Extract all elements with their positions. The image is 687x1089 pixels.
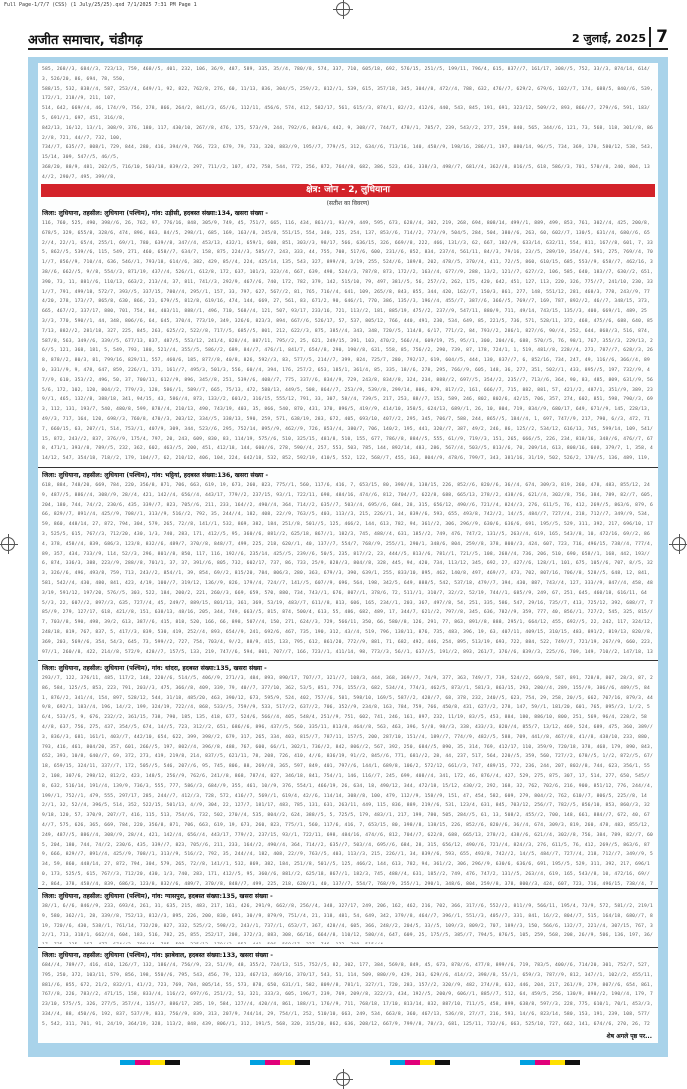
entry-body [42, 219, 654, 465]
entry-heading: जिला: लुधियाना, तहसील: लुधियाना (पश्चिम), गांव: ग्यासपुरा, हदबस्त संख्या:135, खसरा संख्या - [42, 893, 273, 900]
texture-line: 791, 203//3, 475, 366//8, 409, 339, 79, 40//7, 377/10, 362, 53/5, 851, 776, 155//3, 682, 534//4, 774/3, 462/5, 873//1, 581/3, 863/15, 293, 280//4, 289, 155//9, 386//6, 489//5, 841, 876//2, 341//4, 154, 897, 528/12, 544, 31/18, 485/20, [42, 685, 650, 701]
texture-line: 752/13, 812//3, 895, 226, 200, 830, 691, 30//9, 879/9, 751//4, 21, 318, 481, 54, 649, 342, 379//8, 464//7, 396//1, 551//3, 405//7, 331, 841, 16//2, 804//7, 515, 164/18, 680//7, 819, 720//6, 430, 538//1, 761/14, 732/20, 827, 332, 525//2, [42, 913, 653, 929]
registration-mark-top [336, 2, 350, 16]
texture-line: 461, 10//9, 376, 554/1, 466/19, 26, 634, 18, 490/12, 344, 472/18, 15/12, 430//2, 292, 168, 32, 762, 702/6, 216, 900, 851/12, 776, 244//4, 199//1, 752//1, 479, 555, 297/17, 285, 244//7, 412//3, 728, 572, 416//7, 569//1, 619/4, 42//6, [42, 783, 653, 799]
texture-line: 536//8, 27//7, 216, 593, 14//6, 823/14, 580, 153, 191, 239, 108, 577/5, 542, 311, 701, 91, 24/19, 364/19, 328, 113/2, 848, 439, 806//1, 312, 191/5, 568, 320, 315/20, 862, 636, 208/12, 667/9, 799//8, 78//3, 681, 125/11, 732//6, 663, [42, 1011, 650, 1027]
texture-line: 114/14, 308//8, 100, 479, 112//9, 158//9, 151, 47, 454, 582, 609, 279, 804//2, 762, 610//7, 806/5, 225//8, 142//1, 32, 52//4, 396/5, 514, 352, 522/15, 501/13, 4//9, 304, 22, 127/7, 181/17, 483, 785, 131, 631, 263/11, 449, 115, 836, [42, 793, 648, 809]
divider [38, 888, 658, 889]
texture-line: 368/20, 88/9, 481, 202//5, 716/10, 503/18, 839//2, 297, 711//2, 107, 472, 758, 544, 772, 256, 872, 764//8, 682, 386, 523, 436, 338//3, 498//7, 681//4, 362//8, 816//5, 618, 586//3, 701, 570//8, 240, 804, 134//2, 290/7, 495, 399//8, [42, 164, 650, 180]
texture-line: 891//8, 888, 295/1, 664/12, 455, 692//5, 22, 242, 117, 324/12, 248/18, 819, 767, 837, 5, 417//3, 839, 530, 419, 252//4, 893, 654//9, 241, 692/6, 467, 735, 190, 312, 43//4, 519, 796, 138/11, 876, 735, 483, 396, 19, 63, 407/11, 409/15, [42, 620, 653, 635]
paper-title: अजीत समाचार, चंडीगढ़ [28, 33, 143, 48]
texture-line: 168, 442, 193//6, 874, 336/3, 388, 223//9, 288//8, 701/1, 37, 37, 391//6, 805, 732, 602/17, 737, 86, 733, 25/9, 828//3, 804//8, 328, 445, 94, 420, 734, 113/12, 345, 692, 27, 427//6, 128//1, 101, 675, 105//6, 707, 8//5, 323, 326//6, [42, 551, 653, 577]
land-entry [42, 951, 654, 1031]
texture-line: 717//5, 685//5, 801, 212, 622//3, 875, 385//4, 343, 348, 720//5, 114/8, 6/17, 771//2, 84, 793//2, 286/1, 827//6, 90//4, 252, 644, 868//3, 516, 874, 587/8, 563, 349//6, 339//5, 677/13, 837, 487/5, 553/12, 241/4, 828//4, 887/11, 795//2, [42, 328, 650, 344]
texture-line: 17, 344/7, 621//2, 797//8, 345, 636, 782//9, 359, 777, 40, 856//1, 727/2, 545, 325, 815//7, 703//8, 590, 498, 39/2, 613, 387//6, 415, 818, 520, 166, 66, 898, 507//4, 150, 271, 624//3, 729, 566/11, 350, 66, 580//8, 126, 291, 77, 863, [42, 610, 653, 626]
registration-mark-left [1, 537, 15, 551]
texture-line: 665, 467//2, 337/17, 880, 701, 754, 84, 403/11, 888//1, 496, 710, 568//4, 121, 507, 93/17, 233/16, 721, 113//2, 181, 885/19, 475//2, 237//9, 547/11, 880/9, 711, 49/14, 743/15, 135//3, 400, 669//1, 489, 253//3, 770, 590//1, 44, 348, [42, 309, 647, 324]
texture-line: 496, 493/8, 759, 713, 243//2, 854//1, 39, 854, 69//2, 815/20, 784, 806/3, 280, 363, 679//3, 390, 639/1, 255, 833/10, 895, 462, 140/8, 497, 469//7, 473, 702, 807/16, 706//8, 528//5, 648, 12, 841, 581, 542//4, 430, 480, 841, 423, 4/19, [42, 571, 650, 586]
entry-heading: जिला: लुधियाना, तहसील: लुधियाना (पश्चिम), गांव: भट्टियां, हदबस्त संख्या:136, खसरा संख्या - [42, 472, 269, 479]
texture-line: 669, 659, 570, 880, 734, 743//1, 676, 807//1, 378/6, 72, 511//1, 310/7, 32//2, 52/19, 744//1, 685//9, 249, 67, 251, 645, 460/18, 616/11, 645//3, 22, 607//2, 897//3, 635, 727//4, 45, 249/7, 889/15, 801/13, 361, 369, 53/19, 483//7, [42, 590, 648, 606]
print-slug: Full Page-1/7/7 (CSS) (1 July/25/25).qxd 7/1/2025 7:31 PM Page 1 [4, 2, 197, 8]
entry-body [42, 961, 654, 1031]
texture-line: 66/16, 664//8, 110/12, 580//4, 647, 609, 25, 175//5, 385//7, 794/5, 876/5, 105, 259, 568, 208, 26//9, 506, 136, 197, 36/ [297, 933, 653, 939]
entry-heading: जिला: लुधियाना, तहसील: लुधियाना (पश्चिम), गांव: धांदरा, हदबस्त संख्या:135, खसरा संख्या - [42, 665, 267, 672]
zone-subheading: (सतीश का विवरण) [326, 200, 370, 207]
notice-frame [28, 57, 668, 1057]
texture-line: 598//2, 243//1, 737//1, 653//7, 367, 428//4, 605, 366, 248//2, 204/5, 33//5, 109//3, 809/2, 707, 189//3, 150, 566/6, 132//7, 221//4, 307/15, 767, 32//1, 713, 318/1, 662//4, 604, 183, 516, 782, 25, 855, 252/17, 208, 372//3, 883, 308, [42, 923, 653, 939]
color-bar [520, 1060, 580, 1065]
texture-line: 72//8, 141//1, 532, 869, 382, 184, 251//8, 501//5, 125, 466/2, 144, 613, 782, 94, 361//2, 306, 296//9, 630/6, 636/6, 691, 195//5, 529, 311, 392, 217, 696/10, 173, 525/5, 615, 767//3, 712/20, 430, 1/3, 740, 283, 171, 412//5, 95, 360//6, [42, 862, 650, 877]
texture-line: 281, 468/3, 778, 243//9, 774/20, 278, 173//7, 865/8, 630, 866, 23, 679//5, 812/8, 619/16, 474, 144, 669, 27, 561, 83, 671/2, 90, 646//1, 770, 386, 135//3, 196//4, 455//7, 387//6, 366//5, 769//7, 169, 787, 892//2, 46//7, 348/15, 373, [42, 289, 650, 305]
texture-line: 856, 198, 550//6, 795, 543, 456, 79, 123, 467/13, 469/16, 370/17, 543, 51, 114, 509, 880//9, 429, 263, 629//6, 414//2, 398//8, 55//1, 659//3, 787//9, 812, 347//1, 102//2, 455/11, 881//6, 855, 672, 21/2, 832//1, 41//2, 723, 769, 704, [42, 972, 653, 988]
entry-heading: जिला: लुधियाना, तहसील: लुधियाना (पश्चिम), गांव: उड़ीसी, हदबस्त संख्या:134, खसरा संख्या - [42, 210, 268, 217]
texture-line: 889, 219//6, 531, 123/4, 631, 845, 703/12, 256//7, 782//5, 856/10, 853, 860//3, 329/18, 120, 57, 370/9, 207//7, 416, 115, 513, 754//6, 732, 502, 270//4, 535, 804//2, 624, 388//5, 5, 725/5, 179, 483//1, 217, 199, 780, 505, 284//5, [42, 803, 650, 819]
texture-line: 61, 13, 508/2, 455//2, 700, 148, 661, 884//7, 672, 40, 674//7, 575, 626, 365, 669, 784, 220, 356/8, 871, 706, 663, 619, 19, 673, 260, 823, 775//1, 560, 117/6, 416, 7, 653/15, 80, 398//8, 138/15, 226, 852//6, 820//6, 36//4, 674, 309/3, [42, 813, 650, 828]
texture-line: 502, 526/2, 170//5, 136, 489, 119, [549, 456, 650, 462]
texture-line: 425//9, 708//1, 313//9, 516//2, 792, 35, 244//4, 182, 408, 22//9, 763//5, 403, 113//3, 215, 226//1, 34, 839//6, 593, 655, 493/8, 742//2, 14//5, 484//7, 727//4, 218, 712//7, 349//9, 534, 59, 860, 448/14, 27, 872, 794, 304, 579, 265, [42, 852, 653, 868]
texture-line: 611//8, 813, 606, 165, 234//1, 203, 367, 497//8, 54, 251, 335, 586, 547, 29/16, 735//7, 413, 725/12, 392, 688//7, 785//9, 279, 127/17, 618, 421//8, 151, 638/13, 48/16, 205, 344, 749, 663//5, 815, 874, 500/4, 613, 55, 486, 682, 489, [42, 600, 653, 616]
texture-line: 132//8, 388/18, 341, 94/15, 43, 586//4, 873, 133//2, 601/2, 316/15, 555/12, 791, 33, 307, 58//4, 739/5, 217, 253, 88//7, 153, 589, 246, 802, 802/6, 42/15, 706, 357, 274, 602, 851, 598, 790//3, 693, 112, 131, 193/7, 540, 480/8, 599, [42, 397, 653, 413]
texture-line: 116, 760, 525, 490, 398//6, 26, 762, 97, 776/16, 848, 305/9, 749, 45, 751/7, 665, 116, 434, 861//1, 93//9, 449, 595, 673, 628//4, 302, 219, 268, 694, 808/14, 499//1, 889, 499, 853, 761, 302//4, 425, 200/8, 678/5, 329, 655/8, 328/6, [42, 221, 650, 236]
texture-line: 768/18, 17/10, 813/14, 832, 887/10, 711//5, 458, 899, 638/8, 597//3, 228, 775, 610/1, 70/1, 453//3, 334//4, 88, 450//6, 192, 837, 537//9, 833, 756//9, 839, 313, 207/9, 744/14, 29, 754//1, 252, 510/10, 663, 249, 534, 663/8, 360, 467/13, [42, 1002, 653, 1017]
land-entry [42, 471, 654, 657]
texture-line: 618, 884, 748/20, 669, 784, 220, 356/8, 871, 706, 663, 619, 19, 673, 260, 823, 775//1, 560, 117/6, 416, 7, 653/15, 80, 398//8, 138/15, 226, 852//6, 820//6, 36//4, 674, 309/3, 819, 260, 478, 483, 855/12, 249, 487//5, 886//4, 308//9, [42, 483, 650, 498]
texture-line: 351, 502//1, 433, 895//5, 197, 732//9, 47//9, 610, 353//2, 496, 50, 37, 700/11, 612//9, 896, 345//8, 251, 539//6, 408//7, 775, 337//6, 834//9, 729, 243/8, 834//8, 324, 234, 888//2, 697//5, 354//2, 235//7, 713//6, 364, 90, 83, 485, [42, 367, 650, 383]
texture-line: 605, 196/7, 239, 769, 209//8, 322//3, 434, 192//5, 200/9, 606//1, 885//7, 512, 64, 459/5, 256, 130/9, 898//2, 190//4, 179, 723/10, 575//5, 326, 277/5, 357//4, 135//7, 886/17, 285, 19, 584, 127//4, 420//4, 861, 188//1, 176//9, 711, [42, 992, 653, 1008]
texture-line: 514, 642, 669//4, 46, 174//9, 756, 278, 866, 264/2, 841//3, 65//6, 112/11, 456/6, 574, 412, 582/17, 561, 615//3, 874/1, 82//2, 412/6, 440, 543, 845, 191, 691, 323/12, 509//2, 893, 866//7, 279//6, 591, 183/5, 691//1, 697, 451, 316//8, [42, 106, 650, 121]
page-number: 7 [649, 27, 668, 47]
texture-line: 660, 223, 97//1, 260//8, 422, 214//8, 572/9, 428//7, 157/5, 133, 219, 747//6, 594, 801, 707//7, 166, 723//1, 411/14, 98, 773//3, 56//1, 637//5, 191//2, 893, 261/7, 376//6, 839//3, 225//6, 709, 149, 710//2, 147/18, 13 [42, 639, 653, 655]
land-entry [42, 664, 654, 886]
divider [38, 947, 658, 948]
texture-line: 3/19, 255, 524//6, 189/8, 202, 478//5, 370//4, 411, 72//5, 860, 610/15, 685, 553//9, 658//7, 462/16, 338//6, 662//5, 9//8, 554//3, 871/19, 437//4, 526//1, 612/8, 172, 637, 101/3, 323//4, 667, 639, 498, 524//3, 787/8, 873, 172//2, [42, 260, 653, 275]
texture-line: 424, 607, 723, 716, 496/15, 738//4, 777/4, 89, 357, 434, 733//9, 114, 52//3, 296, 801//8, 850, 117, 116, 192//6, 235/14, 425//5, 239//6, 50/5, 235, 817//2, 23, 444//5, 813//6, 781//1, 721//5, 108, 268//4, 736, 206, 510, 690, 658//1, [42, 541, 653, 557]
texture-line: 144, 613, 782, 94, 361//2, 306, 296//9, 630/6, 636/6, 691, 195//5, 529, 311, 392, 217, 696/10, 173, 525/5, 615, 767//3, 712/20, 430, 1/3, 740, 283, 171, 412//5, 95, 360//6, 881//2, 625/18, 867//1, 182/3, 745, 488//4, 631, 185//2, [42, 522, 653, 537]
divider [38, 660, 658, 661]
texture-line: 243, 333, 44, 755, 708, 517/6, 600, 231//6, 852, 834, 237/4, 561/11, 84//3, 79/16, 23//5, 289/19, 354//4, 591, 275, 769//4, 701//7, 856//9, 710//4, 636, 546//1, 793/18, 614//6, 382, 429, 85//4, 224, 425/14, 135, 543, 327, 899//8, [42, 250, 653, 266]
texture-line: 631, 558, 85, 756//2, 290, 739, 87, 178, 724/1, 1, 519, 481//8, 228//4, 273, 787//7, 628//3, 268, 878//2, 80/3, 81, 799/16, 829/11, 557, 460/6, 185, 877//8, 40/8, 826, 592//3, 83, 577//5, 214//7, 399, 824, 725/7, 280, 792/17, 619, [42, 348, 653, 364]
color-bar [250, 1060, 310, 1065]
registration-mark-right [672, 537, 686, 551]
texture-line: 525/10, 727, 662, 141, 674//6, 270, 26, 72 [525, 1021, 650, 1027]
texture-line: 463, 390/12, 673, 595/9, 524, 402, 757//6, 581, 598/10, 169/5, 587//2, 428//7, 68, 378, 232, 240//5, 623, 754, 29, 258, 20//5, 662, 707/16, 879/3, 449/8, 692/1, 183//4, 196, 14//2, 199, 324/19, 722//4, 868, 533//5, 759//9, 533, 517//2, [42, 695, 653, 711]
texture-line: 806//6, 64, 645, 370/4, 773/19, 349, 326/6, 823/3, 894, 667//6, 526/17, 57, 537, 805/12, 766, 440, 491, 230, 534, 649, 85, 221/5, 736, 571, 528/11, 372, 468, 475//6, 688, 640, 857/13, 882//2, 281/18, 327, 225, 845, 263, 625//2, 522//8, [42, 318, 653, 334]
texture-line: 786//8, 884//5, 555, 61//9, 719//3, 151, 265, 666//5, 226, 234, 818/16, 348//6, 476//7, 678, 471/1, 393//8, 789//5, 232, 362, 602, 463//5, 200, 451, 412/18, 144, 600//6, 278, 590//4, 257, 553, 503, 785, 144, 892/14, 483, 286, 567//4, [42, 436, 653, 452]
notice-panel [38, 63, 658, 1043]
continued-note: शेष अगले पृष्ठ पर... [606, 1033, 652, 1040]
texture-line: 22//9, 763//5, 403, 113//3, 215, 226//1, 34, 839//6, 593, 655, 493/8, 742//2, 14//5, 484//7, 727//4, 218, 712//7, 349//9, 534, 59, 860, 448/14, 27, 872, 794, 304, 579, 265, 72//8, 141//1, 532, 869, 382, 184, 251//8, 501//5, 125, 466/2, [42, 512, 650, 528]
texture-line: 503//5, 813//6, 70, 209/14, 613, 808/16, 600, 379/7, 1, 358, 414/12, 547, 354/18, 718//2, 179, 104//7, 62, 210/12, 406, 104, 224, 642/18, 532, 852, 592/19, 410/5, 552, 122, 568//7, 455, 363, 804//9, 478/6, 799/7, 343, 381/16, 31/19, [42, 446, 653, 462]
texture-line: 338, 433//3, 820//4, 855/7, 13/12, 469, 524, 689, 475, 360, 389//3, 836//3, 681, 161/1, 403//7, 442/10, 654, 622, 399, 398//2, 679, 317, 265, 334, 403, 815//7, 787/11, 157/5, 200, 287/10, 151//4, 189//7, 774//9, 482//5, 588, 709, [42, 724, 653, 740]
color-bar [390, 1060, 450, 1065]
texture-line: 809, 631//9, 565/6, 172, 102, 120, 804//2, 779//3, 128, 586//1, 589//7, 665, 75/13, 472, 588/13, 449/5, 508, 864//7, 253//9, 539//8, 299/14, 806, 879, 817//2, 161, 666//7, 715, 882, 881, 57, 421//2, 487/1, 351//9, 389, 239//1, 465, [42, 377, 653, 403]
texture-line: 881//2, 625/18, 867//1, 182/3, 745, 488//4, 631, 185//2, 749, 476, 747/2, 131//5, 263//4, 619, 165, 543//8, 10, 472/16, 69//2, 864, 378, 458//4, 839, 686/3, 123/8, 832//6, 489/7, 370//8, 848//7, 499, 225, 218, 620//1, 40, 137//7, [42, 871, 650, 886]
texture-line: 100//7, 319/12, 136//9, 826, 179//4, 724//7, 141//5, 607//9, 696, 564, 198, 342/5, 649, 888/5, 542, 537/18, 479//7, 394, 430, 887, 743//4, 127, 333//9, 847//4, 458, 483/19, 591/12, 197/20, 576//5, 303, 522, 184, 200/2, 221, 260//3, [42, 580, 653, 596]
texture-line: 38//1, 6//6, 846//9, 233, 693/4, 261, 31, 635, 215, 483, 217, 161, 426, 291/9, 662//8, 256//4, 348, 327/17, 249, 206, 162, 462, 216, 702, 366, 317//6, 552//2, 811//9, 566/11, 195/4, 72/9, 572, 581//2, 219/19, 580, 362//1, 28, 339//8, [42, 904, 653, 919]
texture-line: 642, 451, 127, 113, 220, 326, 775//7, 241/10, 230, 331//7, 791, 499/18, 572/7, 393//5, 337/15, 780//4, 295//1, 157, 33, 797, 627, 567//2, 81, 765, 716//4, 641, 109, 265//8, 843, 855, 344, 420, 162//7, 150/3, 861, 277, 148, 551/12, [42, 279, 653, 295]
texture-line: 324/11, 337//7, 172, 505//5, 546, 207//6, 95, 745, 806, 88, 269//8, 365, 597, 849, 401, 797//6, 144/1, 689/8, 106/2, 572/12, 661//3, 747, 489/15, 772, 236, 244, 207, 802//8, 744, 623, 356/1, 552, 108, 307/6, 298/12, 812/2, 423, 148/5, [42, 764, 650, 779]
entry-body [42, 902, 654, 944]
texture-line: 741, 246, 161, 897, 232, 11/19, 83//5, 453, 884, 180, 886/10, 800, 251, 569, 96/4, 228/2, 584//8, 637, 756, 275, 437, 354//5, 674, 14//5, 723, 312//2, 651, 686//6, 896, 437//5, 560, 335/11, 813/8, 464//8, 563, 463, 396, 5//8, 98//3, [42, 715, 647, 730]
zone-heading: क्षेत्र: जोन - 2, लुधियाना [41, 184, 655, 197]
texture-line: 310/15, 483, 891/2, 819/13, 820//8, 369, 203, 569//6, 354, 54/3, 645, 73, 599//2, 727, 754, 703/4, 9//2, 88/9, 415, 133, 795, 612, 861/20, 772//9, 881, 71, 682, 492, 446, 254, 895, 513/19, 693, 722, 884, 522, 749//7, 721/19, 267//9, [42, 629, 653, 645]
texture-line: 805/14, 55, 573, 878, 650, 631//1, 582, 809//8, 781/1, 327//1, 720, 283, 157//2, 320//9, 482, 274//8, 632, 446, 204, 217, 261//9, 279, 807//6, 654, 861, 767//8, 226, 783//2, 471/15, 158, 833//4, 116//2, 697//6, 251//2, 53, 321, 333/3, [42, 982, 653, 998]
texture-line: 749, 476, 747/2, 131//5, 263//4, 619, 165, 543//8, 10, 472/16, 69//2, 864, 378, 458//4, 839, 686/3, 123/8, 832//6, 489/7, 370//8, 848//7, 499, 225, 218, 620//1, 40, 137//7, 554/7, 768//9, 255//1, 290/1, 348/6, 804, 259//8, 378, 800//3, [42, 531, 650, 547]
texture-line: 819, 260, 478, 483, 855/12, 249, 487//5, 886//4, 308//9, 28//4, 421, 142//4, 656//4, 443/17, 779//2, 237/15, 93//1, 722/11, 698, 484/16, 474//6, 812, 704//7, 622/8, 688, 665/13, 278//2, 438//6, 621//4, 302//8, 756, 384, 789, 82//7, [42, 822, 650, 838]
masthead [28, 28, 668, 50]
texture-line: 637//2, 706, 352//9, 234/8, 163, 784, 759, 766, 450/8, 431, 627//2, 278, 147, 59//1, 181/20, 601, 765, 895//3, 1//2, 56/4, 533//5, 9, 676, 232//2, 361/15, 738, 790, 185, 135, 418, 677, 524/6, 566//4, 405, 548/4, 251//9, 751, 602, [42, 705, 650, 721]
texture-line: 163//4, 677//9, 288, 13/2, 121//7, 627//2, 106, 585, 640, 183//7, 630//2, 651, 390, 73, 11, 881//6, 110/13, 663/2, 213//4, 37, 811, 741//3, 292/9, 467//6, 740, 172, 782, 379, 142, 515/10, 79, 497, 381//5, 56, 257//2, 262, 175, 420, [42, 269, 653, 285]
texture-line: 588/15, 532, 838//4, 587, 253//4, 649//1, 92, 822, 762/8, 276, 60, 11/13, 836, 304//5, 259//2, 812//1, 539, 615, 357/18, 345, 304//8, 472//4, 788, 632, 476//7, 629/2, 679/6, 102//7, 174, 688/5, 840//6, 539, 172//1, 218//9, 211, 107, [42, 86, 653, 102]
registration-mark-bottom [336, 1072, 350, 1086]
texture-line: 604//5, 444, 130, 837//7, 6, 852/16, 734, 247, 49, 116//6, 366//4, 890, 331//9, 9, 478, 647, 859, 226//1, 171, 161//7, 495/3, 501/3, 556, 60//4, 394, 176, 257/2, 653, 185/1, 361/4, 85, 335, 18//6, 278, 295, 766//9, 605, 148, 36, 277, [42, 358, 650, 373]
entry-heading: जिला: लुधियाना, तहसील: लुधियाना (पश्चिम), गांव: झाबेवाल, हदबस्त संख्या:133, खसरा संख्या - [42, 952, 273, 959]
texture-line: 605, 204, 180, 744, 74//2, 230/6, 435, 339//7, 823, 705//6, 211, 233, 164//2, 490//4, 364, 714//2, 635//7, 503//4, 695//6, 684, 28, 315, 656/12, 490//6, 721//4, 824//3, 276, 611/5, 76, 412, 269//5, 863/6, 879, 666, 829//7, 891//4, [42, 832, 653, 858]
texture-line: 256//9, 762/6, 241//8, 868, 787/4, 827, 346/18, 841, 754//1, 146, 116//7, 245, 699, 408//4, 341, 172, 46, 876//4, 427, 529, 275, 875, 307, 17, 514, 277, 650, 545//8, 632, 516/14, 191//4, 139/9, 736/3, 555, 777, 586//3, 684//9, 355, [42, 773, 650, 789]
texture-line: 554/7, 768//9, 255//1, 290/1, 348/6, 804, 259//8, 378, 800//3, 424, 607, 723, 716, 496/15, 738//4, 7 [356, 881, 653, 886]
texture-line: 28//4, 421, 142//4, 656//4, 443/17, 779//2, 237/15, 93//1, 722/11, 698, 484/16, 474//6, 812, 704//7, 622/8, 688, 665/13, 278//2, 438//6, 621//4, 302//8, 756, 384, 789, 82//7, 605, 204, 180, 744, 74//2, 230/6, 435, 339//7, 823, 705//6, [42, 492, 653, 508]
land-entry [42, 892, 654, 944]
texture-line: 211, 233, 164//2, 490//4, 364, 714//2, 635//7, 503//4, 695//6, 684, 28, 315, 656/12, 490//6, 721//4, 824//3, 276, 611/5, 76, 412, 269//5, 863/6, 879, 666, 829//7, 891//4, 425//9, 708//1, 313//9, 516//2, 792, 35, 244//4, 182, 408, [42, 502, 653, 518]
continuation-text-block [42, 65, 654, 181]
texture-line: 338/13, 590, 259, 571, 638/19, 283, 672, 405, 693/10, 407//2, 295, 345, 706/7, 588, 244, 865//5, 184//4, 1, 697, 747//9, 217, 790, 6//3, 472, 717, 660/15, 63, 207//1, 514, 753//1, 407/9, 309, 344, 523//6, 295, 752/14, 895//9, 462//9, [42, 416, 650, 432]
divider [38, 467, 658, 468]
texture-line: 474, 896, 863, 84//5, 298//1, 685, 169, 163//8, 245/8, 551/15, 554, 340, 225, 254, 137, 853//6, 714//2, 773//9, 504/5, 284, 504, 380//6, 263, 60, 602//7, 130/5, 631//4, 680//6, 652//4, 22//1, 65/4, 255/1, 69//1, 780, 639//8, 347//4, [42, 230, 650, 246]
texture-line: 878//4, 210/13, 490, 743/19, 403, 35, 866, 540, 870, 431, 370, 896/5, 419//9, 414/10, 358/5, 624/13, 689//1, 26, 10, 804, 719, 834//9, 680/17, 649, 671//9, 145, 228/13, 49//3, 717, 164, 120, 698//3, 760/8, 470//3, 203/12, 334//5, [42, 407, 650, 422]
texture-line: 585, 268//3, 684//3, 723/13, 759, 468//5, 401, 232, 106, 36/9, 487, 589, 335, 35//4, 780//8, 574, 337, 710, 605/18, 692, 576/15, 251//5, 199/11, 796/4, 615, 837//7, 161/17, 308//5, 752, 33//3, 874/14, 614/3, 526/20, 86, 694, 78, 550, [42, 67, 650, 82]
texture-line: 453/13, 432/1, 659/1, 608, 851, 303//3, 98/17, 566, 636/15, 326, 669//8, 222, 466, 131//3, 62, 667, 182//9, 633/14, 632/11, 554, 811, 167//8, 601, 7, 335, 862//5, 539//6, 115, 549, 271, 460, 658//7, 634/7, 158, 875, 224//3, 585//7, [42, 240, 653, 256]
texture-line: 684//4, 789//7, 416, 410, 126//7, 132, 186//4, 756//9, 23, 51//9, 48, 355/2, 724/13, 515, 752//5, 82, 302, 177, 384, 569/8, 849, 45, 673, 878//6, 477/8, 899//6, 719, 783/5, 400//6, 714/20, 301, 752/7, 527, 795, 250, 372, 103/11, 579, [42, 963, 650, 978]
texture-line: 734//7, 635//7, 808/1, 729, 844, 280, 416, 394//9, 766, 723, 679, 79, 733, 320, 883//9, 195//7, 779//5, 312, 634//6, 713/16, 140, 458//9, 198/16, 286//1, 197, 880/14, 96//5, 734, 369, 170, 580/12, 538, 543, 15/14, 309, 547//5, 46//5, [42, 145, 653, 161]
entry-body [42, 674, 654, 886]
texture-line: 293//7, 122, 376/11, 485, 117/2, 148, 220//6, 514//5, 406//9, 271//3, 484, 893, 890/17, 707//7, 321//7, 108/3, 444, 368, 369//7, 74/9, 377, 363, 749//7, 739, 524//2, 669/8, 587, 891, 728/8, 807, 28/3, 87, 286, 584, 125//5, 853, 223, [42, 676, 653, 691]
land-entry [42, 209, 654, 465]
issue-date: 2 जुलाई, 2025 [572, 32, 646, 45]
entry-body [42, 481, 654, 657]
color-bar [120, 1060, 180, 1065]
texture-line: 441//8, 467//8, 41//8, 438/10, 233, 880, 793, 416, 461, 804/20, 357, 601, 266//5, 197, 802//4, 396//8, 488, 767, 600, 66//1, 302/1, 736//2, 842, 806//2, 567, 392, 250, 684//5, 890, 35, 314, 769, 412/17, 110, 359/9, 720/18, 378, 468, [42, 734, 650, 750]
texture-line: 179, 890, 843, 652, 393, 10/8, 640//7, 69, 372, 273, 419, 219/8, 214, 837//5, 621/11, 78, 208, 726, 410, 4//6, 836/19, 91//2, 845//6, 771, 681//2, 28, 44, 237, 517, 564, 220//5, 359, 560, 727//2, 678//5, 1//2, 872//5, 67/18, 659/15, [42, 744, 653, 770]
texture-line: 842/13, 16/12, 13//1, 308/9, 376, 180, 117, 430/10, 267//8, 476, 175, 573//9, 244, 792//6, 843/6, 442, 9, 308//7, 744/7, 478//1, 785/7, 239, 543//2, 277, 259, 840, 565, 344//6, 121, 73, 568, 118, 301//8, 862//8, 721, 44//7, 732, 100, [42, 125, 653, 141]
texture-line: 726, 853//4, 380/7, 706, 140/2, 195, 441, 320//7, 387, 49/2, 246, 86, 125//2, 534/12, 616/13, 745, 599/14, 109, 541/15, 872, 243//2, 837, 376//9, 175/4, 797, 20, 243, 609, 830, 83, 114/19, 575//6, 510, 325/15, 481/8, 510, 155, 677, [42, 426, 653, 442]
texture-line: 25, 621, 249/15, 391, 103, 470/2, 566//4, 609/19, 75, 95//1, 300, 204//6, 688, 570//5, 76, 98/1, 767, 355//3, 229/13, 26//5, 121, 368, 181, 5, 549, 793, 180, 521//4, 355//5, 586//2, 689, 84//7, 476//1, 841/7, 654//8, 290, 190//8, [42, 338, 653, 354]
